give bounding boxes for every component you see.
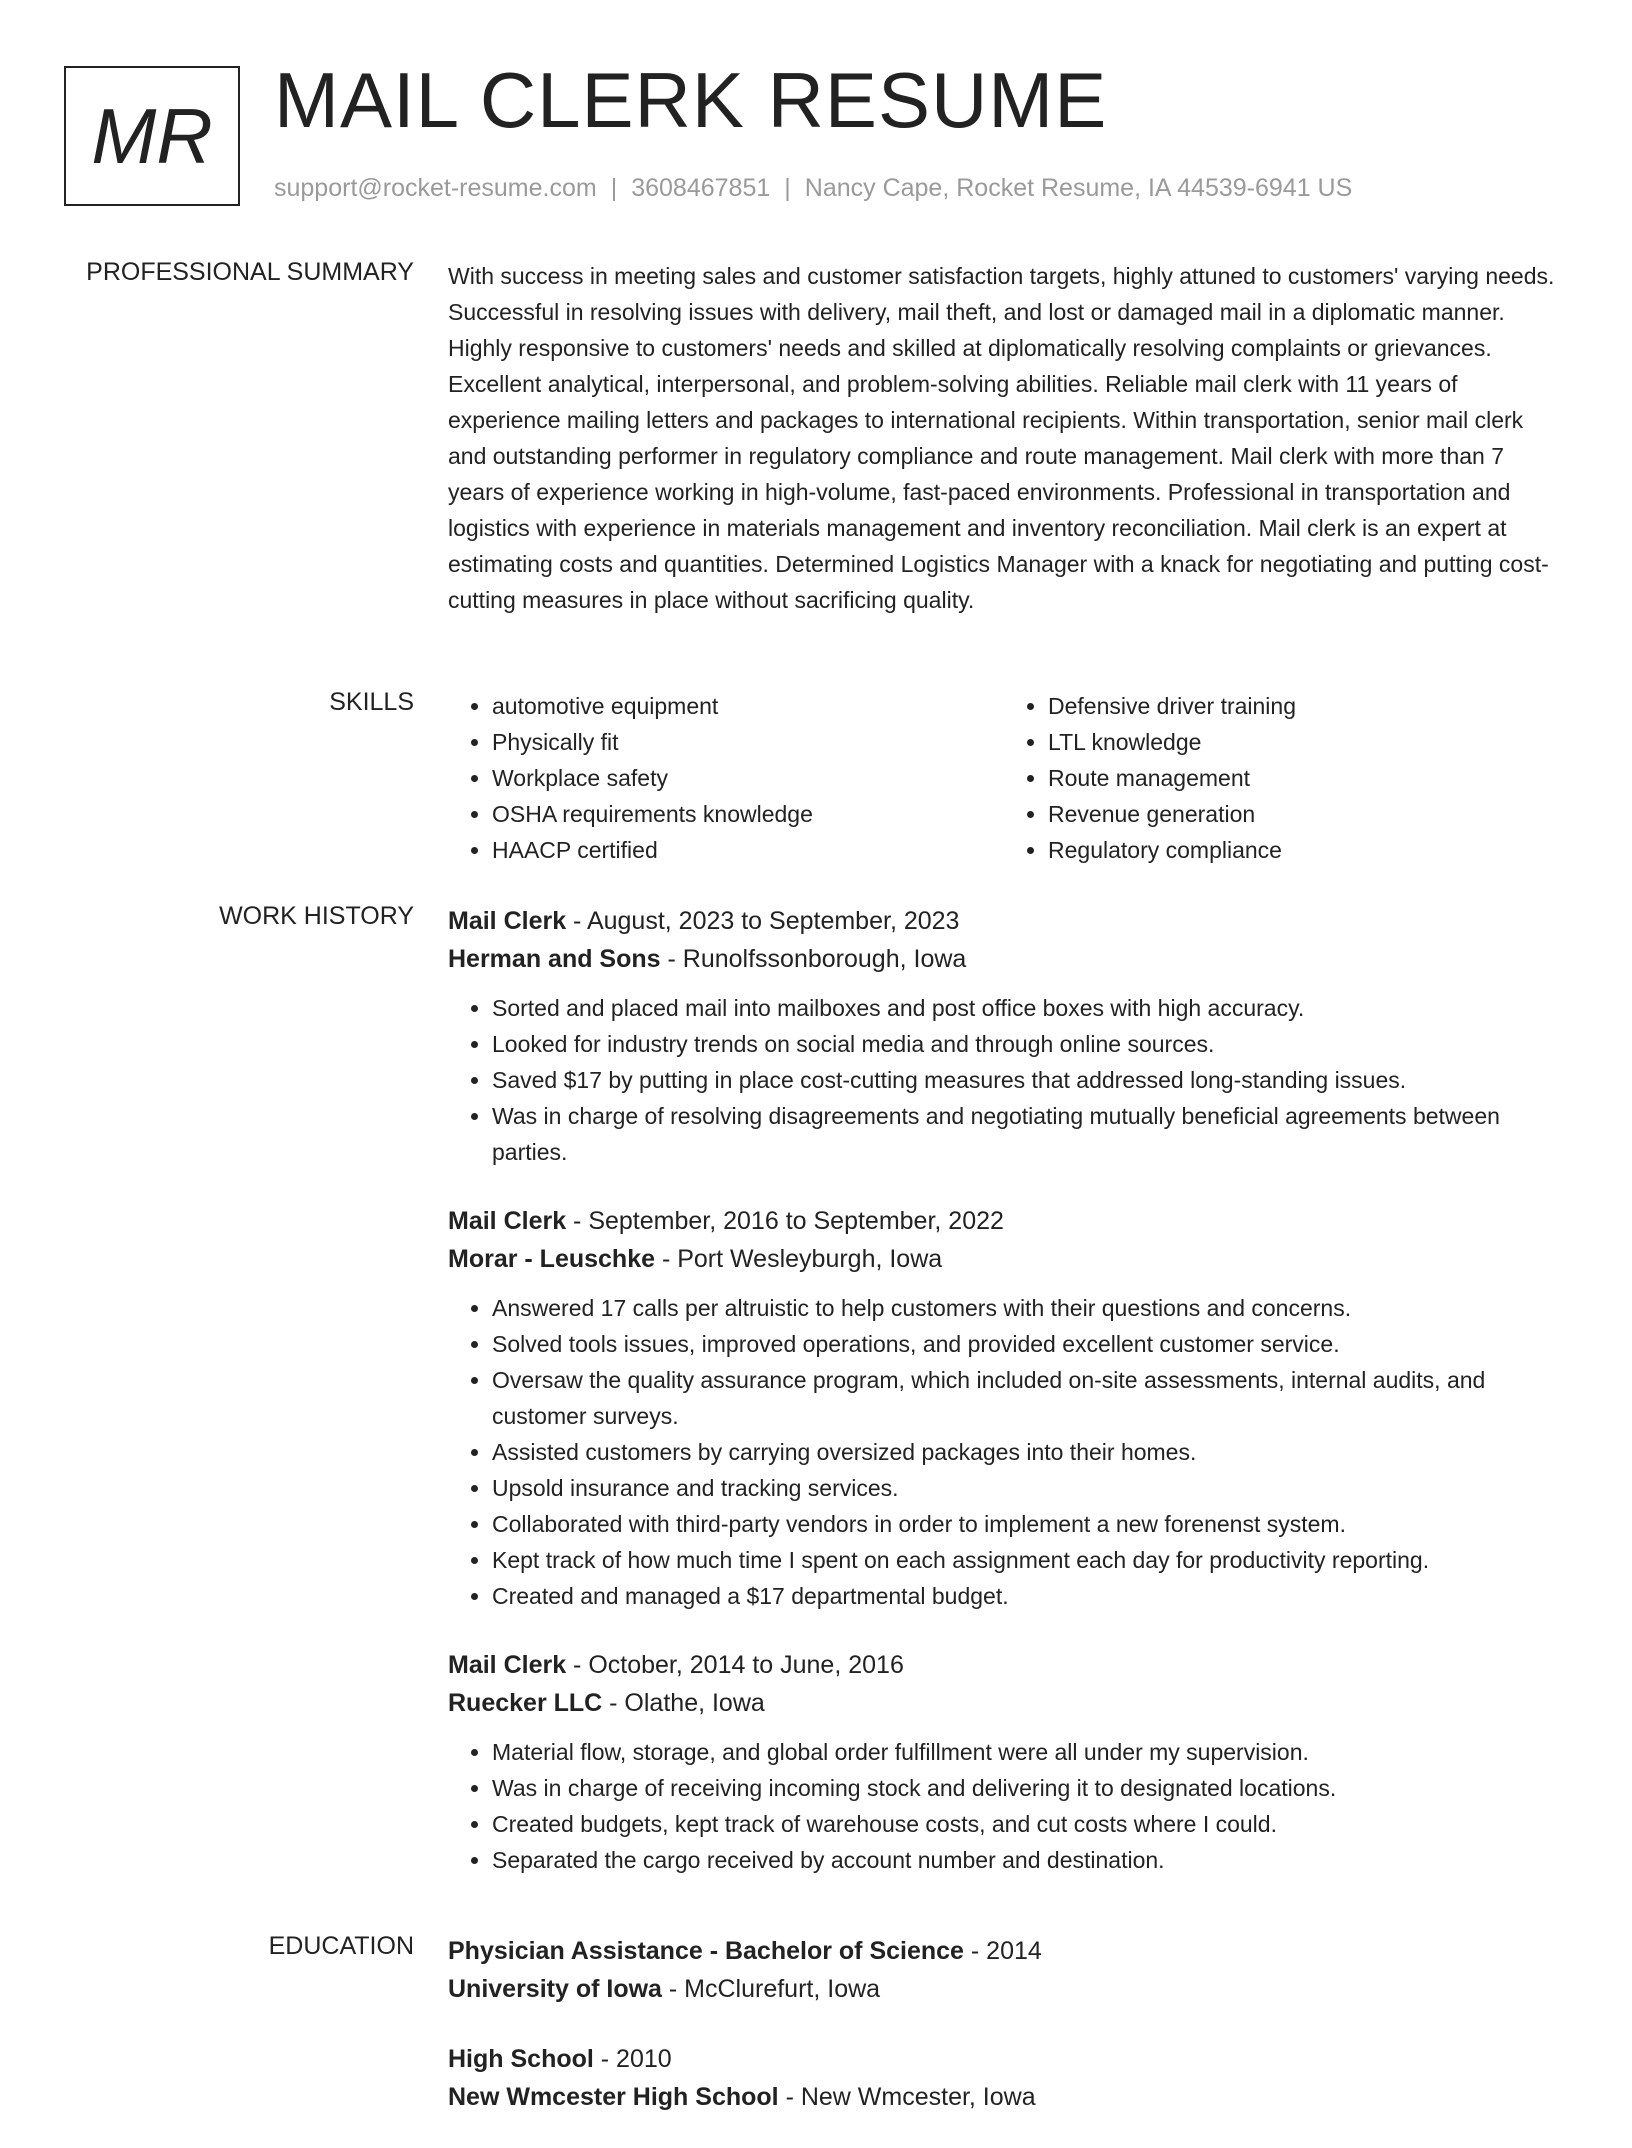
education-school-line: [448, 2078, 1560, 2116]
skill-item: • Defensive driver training: [1048, 688, 1560, 724]
contact-address: Nancy Cape, Rocket Resume, IA 44539-6941 US: [804, 174, 1353, 202]
summary-content: [448, 258, 1560, 618]
job-bullet: • Oversaw the quality assurance program, which included on-site assessments, internal audits, and customer surveys.: [492, 1362, 1560, 1434]
education-label: EDUCATION: [268, 1932, 414, 1960]
education-school: University of Iowa: [448, 1975, 662, 2003]
summary-label: PROFESSIONAL SUMMARY: [86, 258, 414, 286]
skills-label: SKILLS: [329, 688, 414, 716]
job-entry: [448, 902, 1560, 1170]
job-bullet: • Looked for industry trends on social media and through online sources.: [492, 1026, 1560, 1062]
job-bullet: • Created budgets, kept track of warehouse costs, and cut costs where I could.: [492, 1806, 1560, 1842]
skill-item: • Workplace safety: [492, 760, 1004, 796]
job-entry: [448, 1646, 1560, 1878]
resume-title: MAIL CLERK RESUME: [274, 56, 1108, 144]
work-content: [448, 902, 1560, 1910]
education-location: - McClurefurt, Iowa: [661, 1975, 881, 2003]
skill-item: • HAACP certified: [492, 832, 1004, 868]
skill-item: • automotive equipment: [492, 688, 1004, 724]
job-bullet: • Upsold insurance and tracking services.: [492, 1470, 1560, 1506]
job-company-line: [448, 1240, 1560, 1278]
skill-item: • Revenue generation: [1048, 796, 1560, 832]
education-content: [448, 1932, 1560, 2148]
education-degree: High School: [448, 2045, 594, 2073]
job-bullets: [448, 1734, 1560, 1878]
job-bullet: • Assisted customers by carrying oversized packages into their homes.: [492, 1434, 1560, 1470]
job-company: Morar - Leuschke: [448, 1245, 656, 1273]
skills-content: [448, 688, 1560, 868]
education-entry: [448, 2040, 1560, 2116]
skill-item: • LTL knowledge: [1048, 724, 1560, 760]
job-bullet: • Solved tools issues, improved operations, and provided excellent customer service.: [492, 1326, 1560, 1362]
education-entry: [448, 1932, 1560, 2008]
job-bullet: • Answered 17 calls per altruistic to help customers with their questions and concerns.: [492, 1290, 1560, 1326]
job-title-line: [448, 1202, 1560, 1240]
contact-line: [274, 174, 1352, 203]
skill-item: • Regulatory compliance: [1048, 832, 1560, 868]
skill-item: • Route management: [1048, 760, 1560, 796]
job-company-line: [448, 940, 1560, 978]
contact-phone[interactable]: 3608467851: [631, 174, 771, 202]
education-year: - 2010: [593, 2045, 672, 2073]
job-bullets: [448, 990, 1560, 1170]
education-school: New Wmcester High School: [448, 2083, 779, 2111]
job-dates: - October, 2014 to June, 2016: [566, 1651, 904, 1679]
job-company-line: [448, 1684, 1560, 1722]
skill-item: • OSHA requirements knowledge: [492, 796, 1004, 832]
job-title: Mail Clerk: [448, 907, 567, 935]
job-location: - Olathe, Iowa: [602, 1689, 765, 1717]
education-year: - 2014: [963, 1937, 1042, 1965]
job-title-line: [448, 1646, 1560, 1684]
job-dates: - August, 2023 to September, 2023: [566, 907, 960, 935]
education-degree-line: [448, 1932, 1560, 1970]
skills-list-left: [448, 688, 1004, 868]
summary-text: With success in meeting sales and customer satisfaction targets, highly attuned to customers' varying needs. Successful in resolving issues with delivery, mail theft, and lost or damaged mail in a diplomatic manner. Highly responsive to customers' needs and skilled at diplomatically resolving complaints or grievances. Excellent analytical, interpersonal, and problem-solving abilities. Reliable mail clerk with 11 years of experience mailing letters and packages to international recipients. Within transportation, senior mail clerk and outstanding performer in regulatory compliance and route management. Mail clerk with more than 7 years of experience working in high-volume, fast-paced environments. Professional in transportation and logistics with experience in materials management and inventory reconciliation. Mail clerk is an expert at estimating costs and quantities. Determined Logistics Manager with a knack for negotiating and putting cost-cutting measures in place without sacrificing quality.: [448, 263, 1555, 613]
job-bullet: • Collaborated with third-party vendors in order to implement a new forenenst system.: [492, 1506, 1560, 1542]
job-title: Mail Clerk: [448, 1651, 567, 1679]
contact-email[interactable]: support@rocket-resume.com: [274, 174, 597, 202]
job-bullet: • Was in charge of resolving disagreements and negotiating mutually beneficial agreements between parties.: [492, 1098, 1560, 1170]
job-bullet: • Was in charge of receiving incoming stock and delivering it to designated locations.: [492, 1770, 1560, 1806]
contact-separator: |: [784, 174, 791, 202]
job-bullet: • Separated the cargo received by account number and destination.: [492, 1842, 1560, 1878]
job-bullet: • Sorted and placed mail into mailboxes and post office boxes with high accuracy.: [492, 990, 1560, 1026]
job-bullet: • Material flow, storage, and global order fulfillment were all under my supervision.: [492, 1734, 1560, 1770]
education-degree-line: [448, 2040, 1560, 2078]
job-location: - Port Wesleyburgh, Iowa: [655, 1245, 943, 1273]
education-school-line: [448, 1970, 1560, 2008]
job-bullet: • Saved $17 by putting in place cost-cutting measures that addressed long-standing issues.: [492, 1062, 1560, 1098]
education-degree: Physician Assistance - Bachelor of Science: [448, 1937, 964, 1965]
work-label: WORK HISTORY: [219, 902, 414, 930]
job-location: - Runolfssonborough, Iowa: [660, 945, 967, 973]
job-company: Herman and Sons: [448, 945, 661, 973]
job-entry: [448, 1202, 1560, 1614]
contact-separator: |: [610, 174, 618, 202]
job-title-line: [448, 902, 1560, 940]
job-bullets: [448, 1290, 1560, 1614]
job-company: Ruecker LLC: [448, 1689, 603, 1717]
job-title: Mail Clerk: [448, 1207, 567, 1235]
job-bullet: • Kept track of how much time I spent on each assignment each day for productivity reporting.: [492, 1542, 1560, 1578]
job-bullet: • Created and managed a $17 departmental budget.: [492, 1578, 1560, 1614]
job-dates: - September, 2016 to September, 2022: [566, 1207, 1004, 1235]
skill-item: • Physically fit: [492, 724, 1004, 760]
monogram-logo: MR: [64, 66, 240, 206]
education-location: - New Wmcester, Iowa: [778, 2083, 1036, 2111]
skills-list-right: [1004, 688, 1560, 868]
